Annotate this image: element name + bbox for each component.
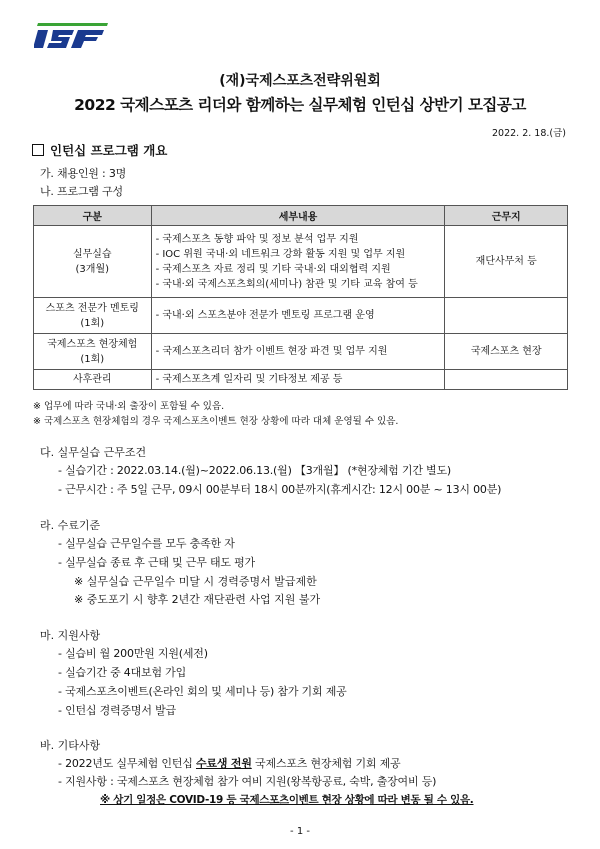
other-item: - 2022년도 실무체험 인턴십 수료생 전원 국제스포츠 현장체험 기회 제공 (58, 757, 401, 770)
row-details: - 국제스포츠 동향 파악 및 정보 분석 업무 지원 - IOC 위원 국내·외 네트워크 강화 활동 지원 및 업무 지원 - 국제스포츠 자료 정리 및 기타 국내·외 대외협력 지원 - 국내·외 국제스포츠회의(세미나) 참관 및 기타 교육 참여 등 (151, 226, 445, 298)
completion-subnote: ※ 실무실습 근무일수 미달 시 경력증명서 발급제한 (74, 575, 317, 588)
org-name: (재)국제스포츠전략위원회 (219, 73, 381, 89)
program-table (33, 205, 568, 390)
conditions-heading: 다. 실무실습 근무조건 (40, 446, 147, 459)
highlight-text: 수료생 전원 (195, 757, 252, 770)
support-item: - 인턴십 경력증명서 발급 (58, 704, 176, 717)
row-location: 재단사무처 등 (445, 226, 568, 298)
doc-title: 2022 국제스포츠 리더와 함께하는 실무체험 인턴십 상반기 모집공고 (74, 96, 526, 114)
table-note: ※ 국제스포츠 현장체험의 경우 국제스포츠이벤트 현장 상황에 따라 대체 운영될 수 있음. (33, 416, 399, 427)
section-title-text: 인턴십 프로그램 개요 (50, 143, 168, 158)
isf-logo (34, 20, 110, 54)
row-category: 스포츠 전문가 멘토링 (1회) (34, 298, 152, 334)
doc-date: 2022. 2. 18.(금) (492, 128, 566, 139)
row-category: 실무실습 (3개월) (34, 226, 152, 298)
support-item: - 실습비 월 200만원 지원(세전) (58, 647, 208, 660)
completion-item: - 실무실습 근무일수를 모두 충족한 자 (58, 537, 235, 550)
recruit-count: 가. 채용인원 : 3명 (40, 167, 127, 180)
program-structure-label: 나. 프로그램 구성 (40, 185, 123, 198)
row-location: 국제스포츠 현장 (445, 334, 568, 370)
table-row (34, 226, 568, 298)
working-hours: - 근무시간 : 주 5일 근무, 09시 00분부터 18시 00분까지(휴게시간: 12시 00분 ~ 13시 00분) (58, 483, 502, 496)
completion-heading: 라. 수료기준 (40, 519, 101, 532)
row-details: - 국제스포츠리더 참가 이벤트 현장 파견 및 업무 지원 (151, 334, 445, 370)
support-item: - 실습기간 중 4대보험 가입 (58, 666, 187, 679)
table-row (34, 370, 568, 390)
page-number: - 1 - (290, 826, 310, 837)
row-category: 국제스포츠 현장체험 (1회) (34, 334, 152, 370)
checkbox-square-icon (32, 144, 44, 156)
row-details: - 국내·외 스포츠분야 전문가 멘토링 프로그램 운영 (151, 298, 445, 334)
training-period: - 실습기간 : 2022.03.14.(월)~2022.06.13.(월) 【3개월】 (*현장체험 기간 별도) (58, 464, 451, 477)
col-header: 근무지 (445, 206, 568, 226)
support-heading: 마. 지원사항 (40, 629, 101, 642)
completion-subnote: ※ 중도포기 시 향후 2년간 재단관련 사업 지원 불가 (74, 593, 321, 606)
row-details: - 국제스포츠계 일자리 및 기타정보 제공 등 (151, 370, 445, 390)
col-header: 세부내용 (151, 206, 445, 226)
completion-item: - 실무실습 종료 후 근태 및 근무 태도 평가 (58, 556, 255, 569)
section-heading (32, 141, 167, 159)
table-row (34, 298, 568, 334)
other-item: - 지원사항 : 국제스포츠 현장체험 참가 여비 지원(왕복항공료, 숙박, 출장여비 등) (58, 775, 437, 788)
row-location (445, 370, 568, 390)
covid-warning: ※ 상기 일정은 COVID-19 등 국제스포츠이벤트 현장 상황에 따라 변동 될 수 있음. (100, 794, 474, 806)
row-location (445, 298, 568, 334)
table-row (34, 334, 568, 370)
other-heading: 바. 기타사항 (40, 739, 101, 752)
table-note: ※ 업무에 따라 국내·외 출장이 포함될 수 있음. (33, 401, 225, 412)
row-category: 사후관리 (34, 370, 152, 390)
col-header: 구분 (34, 206, 152, 226)
table-header-row (34, 206, 568, 226)
support-item: - 국제스포츠이벤트(온라인 회의 및 세미나 등) 참가 기회 제공 (58, 685, 347, 698)
